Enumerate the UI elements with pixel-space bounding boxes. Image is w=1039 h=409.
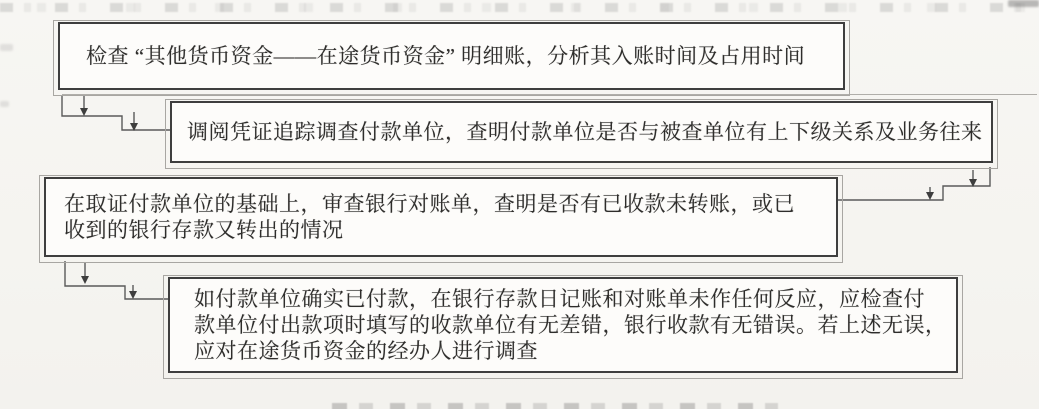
- flow-step-text: 收到的银行存款又转出的情况: [64, 218, 344, 242]
- down-arrow-icon: [129, 291, 137, 299]
- flow-step-text: 调阅凭证追踪调查付款单位，查明付款单位是否与被查单位有上下级关系及业务往来: [187, 120, 983, 144]
- connector-step2-step3: [838, 167, 990, 200]
- connector-step1-step2: [62, 95, 170, 130]
- flow-step-text: 款单位付出款项时填写的收款单位有无差错，银行收款有无错误。若上述无误，: [194, 313, 947, 337]
- flow-step-1-check-detail-ledger: [58, 22, 845, 90]
- down-arrow-icon: [926, 192, 934, 200]
- down-arrow-icon: [81, 276, 89, 284]
- flow-step-text: 应对在途货币资金的经办人进行调查: [194, 339, 538, 363]
- down-arrow-icon: [80, 108, 88, 116]
- connector-step3-step4: [65, 261, 168, 299]
- flow-step-2-trace-payer-unit: [170, 101, 993, 163]
- flow-step-text: 在取证付款单位的基础上，审查银行对账单，查明是否有已收款未转账，或已: [64, 192, 795, 216]
- flow-step-text: 检查 “其他货币资金——在途货币资金” 明细账，分析其入账时间及占用时间: [86, 44, 806, 68]
- flow-step-text: 如付款单位确实已付款，在银行存款日记账和对账单未作任何反应，应检查付: [194, 287, 925, 311]
- flow-step-4-investigate-handler: [168, 277, 958, 373]
- flow-step-3-review-bank-statement: [44, 177, 838, 257]
